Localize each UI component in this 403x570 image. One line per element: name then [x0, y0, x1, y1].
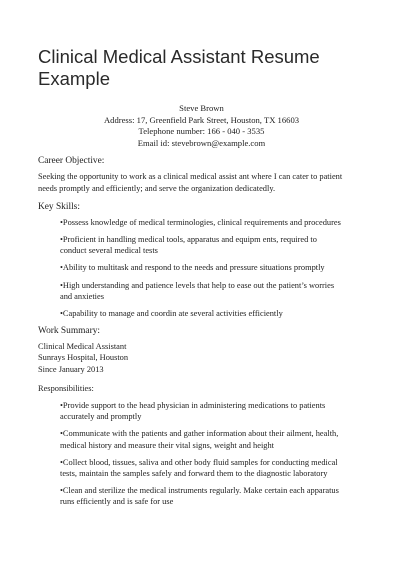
- list-item: [38, 428, 365, 450]
- skill-5-line-1: •Capability to manage and coordin ate several activities efficiently: [60, 309, 283, 318]
- list-item: [38, 262, 365, 273]
- resp-3-line-2: tests, maintain the samples safely and forward them to the diagnostic laboratory: [60, 469, 328, 479]
- work-summary-heading: Work Summary:: [38, 326, 100, 337]
- career-objective-heading: Career Objective:: [38, 156, 105, 167]
- responsibilities-list: [38, 400, 365, 508]
- list-item: [38, 217, 365, 228]
- skill-3-line-1: •Ability to multitask and respond to the needs and pressure situations promptly: [60, 263, 325, 273]
- list-item: [38, 457, 365, 479]
- key-skills-list: [38, 217, 365, 319]
- skill-4-line-2: and anxieties: [60, 291, 104, 301]
- career-objective-line-1: Seeking the opportunity to work as a clinical medical assist ant where I can cater to patient: [38, 172, 343, 182]
- resp-1-line-2: accurately and promptly: [60, 412, 142, 422]
- resp-1-line-1: •Provide support to the head physician in administering medications to patients: [60, 401, 326, 411]
- skill-2-line-1: •Proficient in handling medical tools, apparatus and equipm ents, required to: [60, 234, 317, 244]
- employment-since: Since January 2013: [38, 364, 104, 374]
- resp-4-line-2: runs efficiently and is safe for use: [60, 497, 174, 507]
- list-item: [38, 280, 365, 302]
- job-role: Clinical Medical Assistant: [38, 342, 127, 352]
- skill-2-line-2: conduct several medical tests: [60, 246, 158, 256]
- career-objective-line-2: needs promptly and efficiently; and serve the organization dedicatedly.: [38, 183, 276, 193]
- title-line-1: Clinical Medical Assistant Resume: [38, 46, 320, 67]
- list-item: [38, 308, 365, 319]
- list-item: [38, 485, 365, 507]
- skill-4-line-1: •High understanding and patience levels that help to ease out the patient’s worries: [60, 280, 335, 290]
- document-title: [38, 46, 365, 90]
- list-item: [38, 400, 365, 422]
- list-item: [38, 234, 365, 256]
- career-objective-text: [38, 171, 365, 193]
- resp-2-line-1: •Communicate with the patients and gather information about their ailment, health,: [60, 429, 339, 439]
- resp-4-line-1: •Clean and sterilize the medical instruments regularly. Make certain each apparatus: [60, 486, 339, 496]
- resp-2-line-2: medical history and measure their vital signs, weight and height: [60, 440, 274, 450]
- candidate-name: Steve Brown: [179, 103, 224, 113]
- responsibilities-label: Responsibilities:: [38, 383, 94, 393]
- title-line-2: Example: [38, 68, 110, 89]
- telephone-line: Telephone number: 166 - 040 - 3535: [138, 126, 265, 137]
- work-summary-details: [38, 341, 365, 375]
- employer-name: Sunrays Hospital, Houston: [38, 353, 129, 363]
- skill-1-line-1: •Possess knowledge of medical terminologies, clinical requirements and procedures: [60, 217, 341, 227]
- contact-block: [38, 103, 365, 149]
- key-skills-heading: Key Skills:: [38, 201, 80, 212]
- resp-3-line-1: •Collect blood, tissues, saliva and other body fluid samples for conducting medical: [60, 457, 338, 467]
- email-line: Email id: stevebrown@example.com: [137, 137, 266, 148]
- address-line: Address: 17, Greenfield Park Street, Houston, TX 16603: [103, 114, 300, 125]
